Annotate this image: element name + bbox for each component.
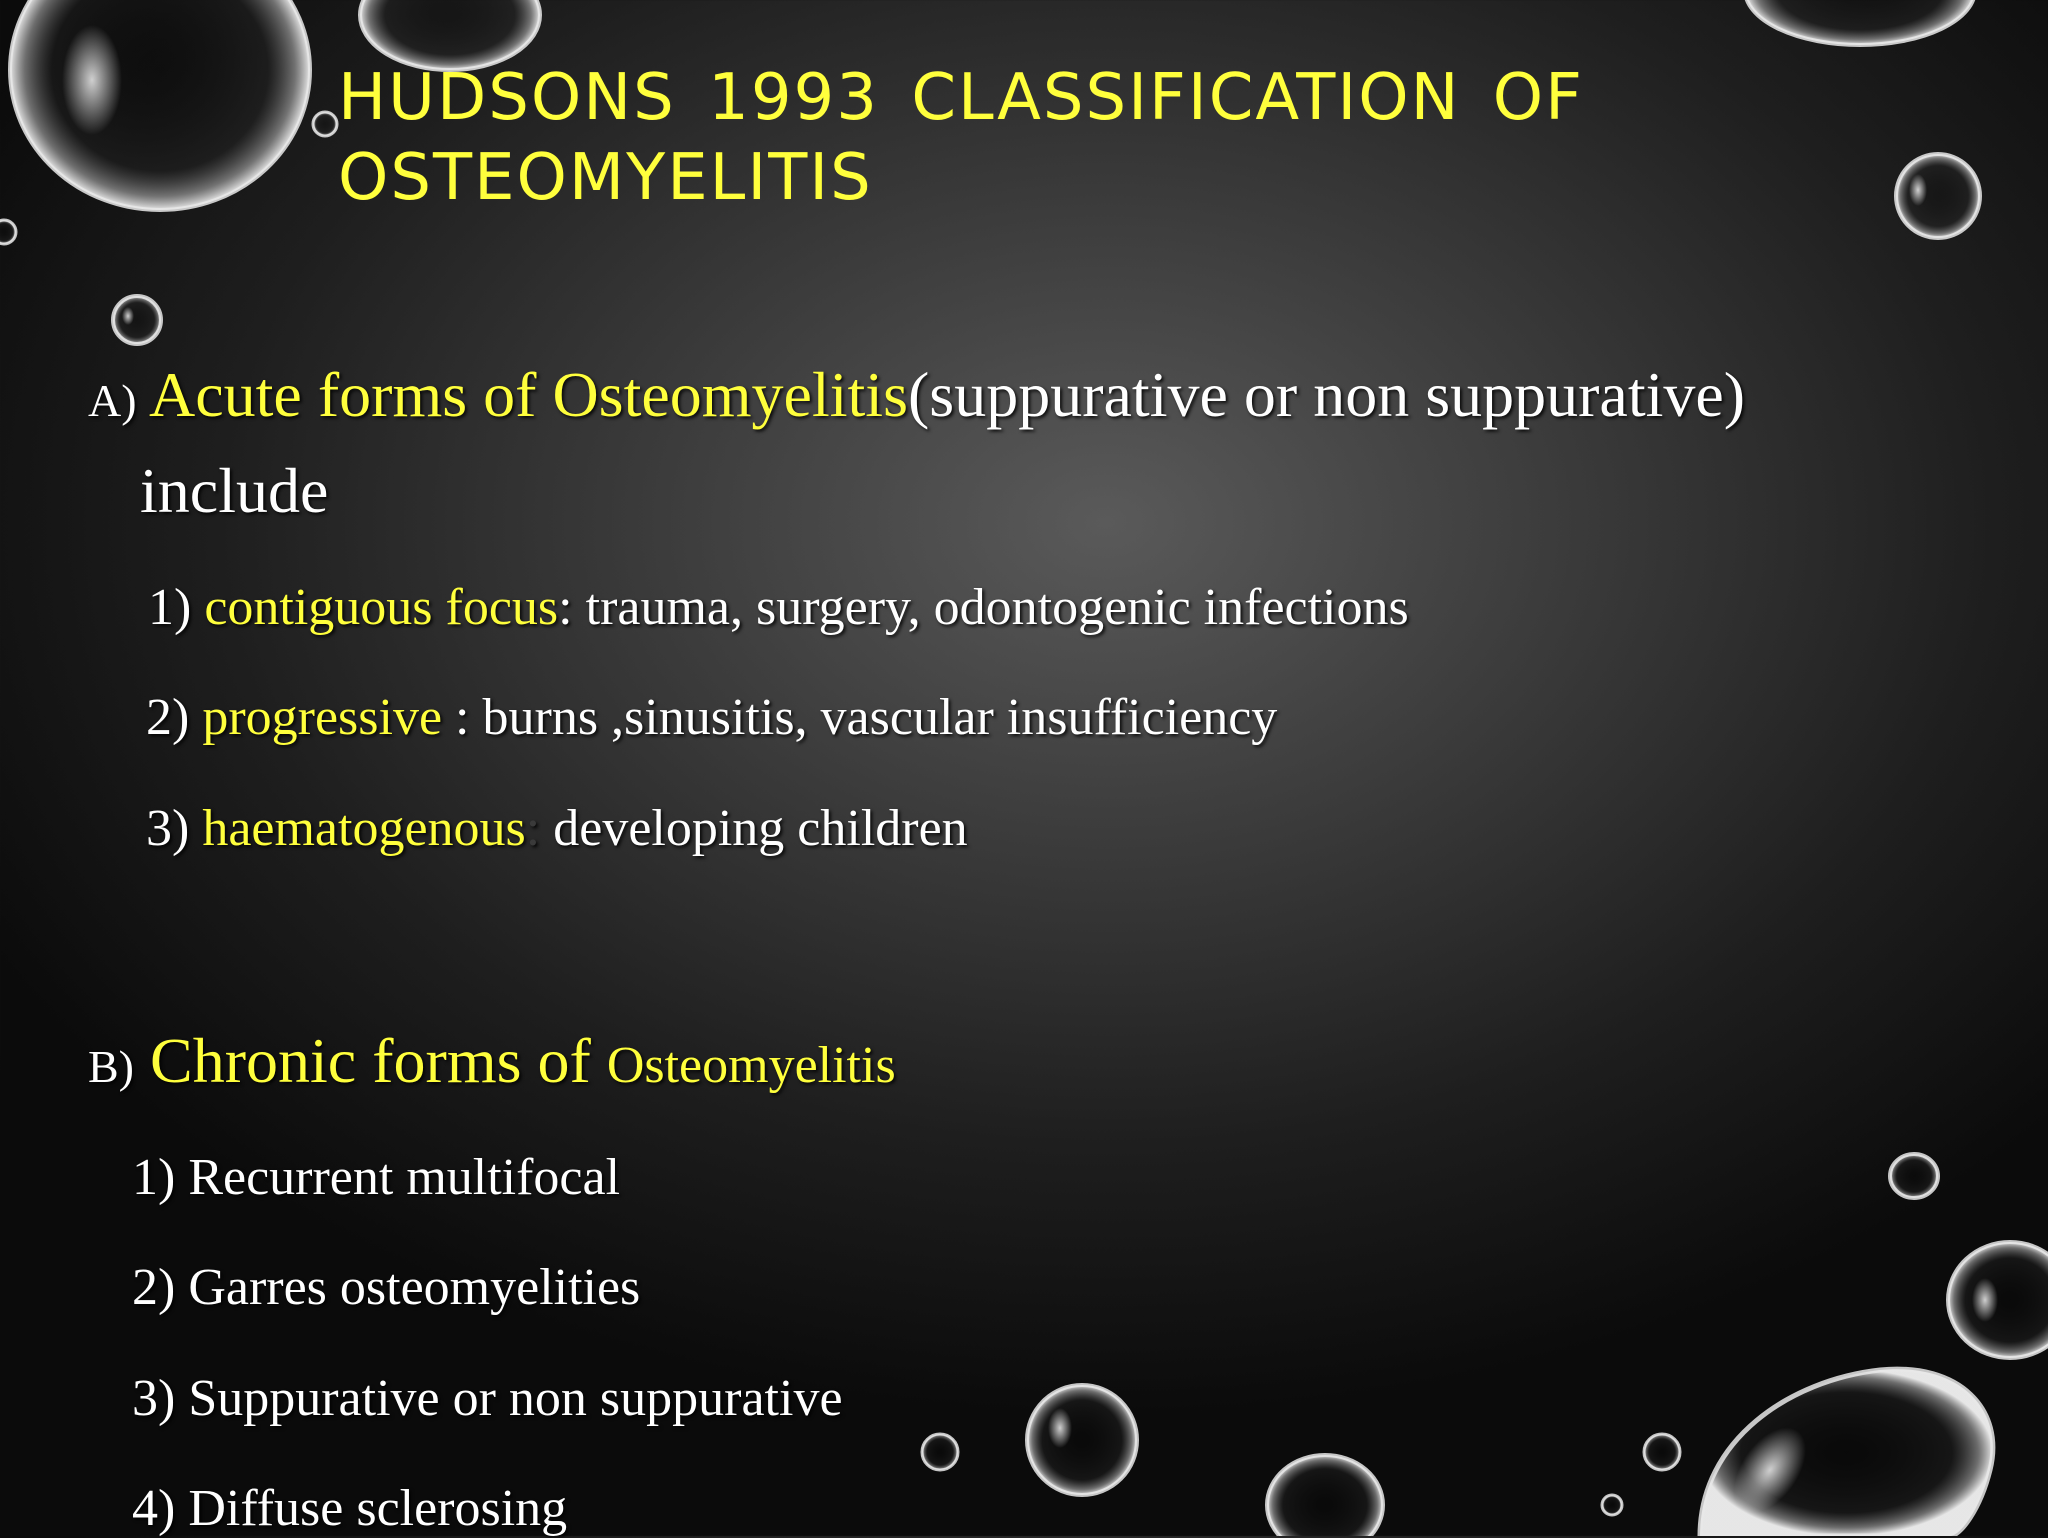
section-a-heading <box>88 358 1745 432</box>
chronic-item-3: 3) Suppurative or non suppurative <box>132 1370 843 1427</box>
bubble-bottom-center <box>1027 1385 1137 1495</box>
item-number: 2) <box>146 689 190 746</box>
bubble-bottom-right-tiny-1 <box>1644 1434 1680 1470</box>
chronic-item-4: 4) Diffuse sclerosing <box>132 1480 568 1537</box>
section-b-letter: B) <box>88 1041 134 1092</box>
chronic-item-2: 2) Garres osteomyelities <box>132 1259 641 1316</box>
section-b-title-suffix: Osteomyelitis <box>606 1037 896 1094</box>
section-a-continuation: include <box>140 455 329 526</box>
title-line-1: HUDSONS 1993 CLASSIFICATION OF <box>338 61 1584 135</box>
section-b-title: Chronic forms of <box>150 1025 591 1096</box>
item-term: contiguous focus <box>204 579 559 636</box>
bubble-left-tiny-1 <box>313 112 337 136</box>
item-separator: : <box>525 800 541 857</box>
bubble-left-small <box>113 296 161 344</box>
item-separator: : <box>442 689 470 746</box>
bubble-left-edge-tiny <box>0 220 16 244</box>
section-b-heading <box>88 1024 896 1098</box>
section-a-letter: A) <box>88 375 137 426</box>
acute-item-3 <box>146 799 968 858</box>
section-a-title: Acute forms of Osteomyelitis <box>149 359 908 430</box>
acute-item-2 <box>146 688 1277 747</box>
section-a-suffix: (suppurative or non suppurative) <box>907 359 1746 430</box>
item-description: developing children <box>540 800 968 857</box>
chronic-item-1: 1) Recurrent multifocal <box>132 1149 621 1206</box>
bubble-bottom-right-tiny-2 <box>1602 1495 1622 1515</box>
item-term: progressive <box>202 689 443 746</box>
item-description: burns ,sinusitis, vascular insufficiency <box>469 689 1278 746</box>
acute-item-1 <box>148 578 1409 637</box>
bubble-right-small <box>1896 154 1980 238</box>
item-term: haematogenous <box>202 800 526 857</box>
bubble-top-left-large <box>10 0 310 210</box>
item-description: trauma, surgery, odontogenic infections <box>572 579 1409 636</box>
bubble-right-mid <box>1890 1154 1938 1198</box>
slide-title <box>338 58 1838 218</box>
bubble-bottom-mid <box>1267 1455 1383 1536</box>
item-number: 3) <box>146 800 190 857</box>
item-number: 1) <box>148 579 192 636</box>
item-separator: : <box>558 579 573 636</box>
bubble-bottom-small <box>922 1434 958 1470</box>
bubble-right-bottom <box>1948 1242 2048 1358</box>
bubble-top-right-edge <box>1745 0 1975 45</box>
title-line-2: OSTEOMYELITIS <box>338 141 873 215</box>
bubble-bottom-right-large <box>1700 1369 1993 1536</box>
